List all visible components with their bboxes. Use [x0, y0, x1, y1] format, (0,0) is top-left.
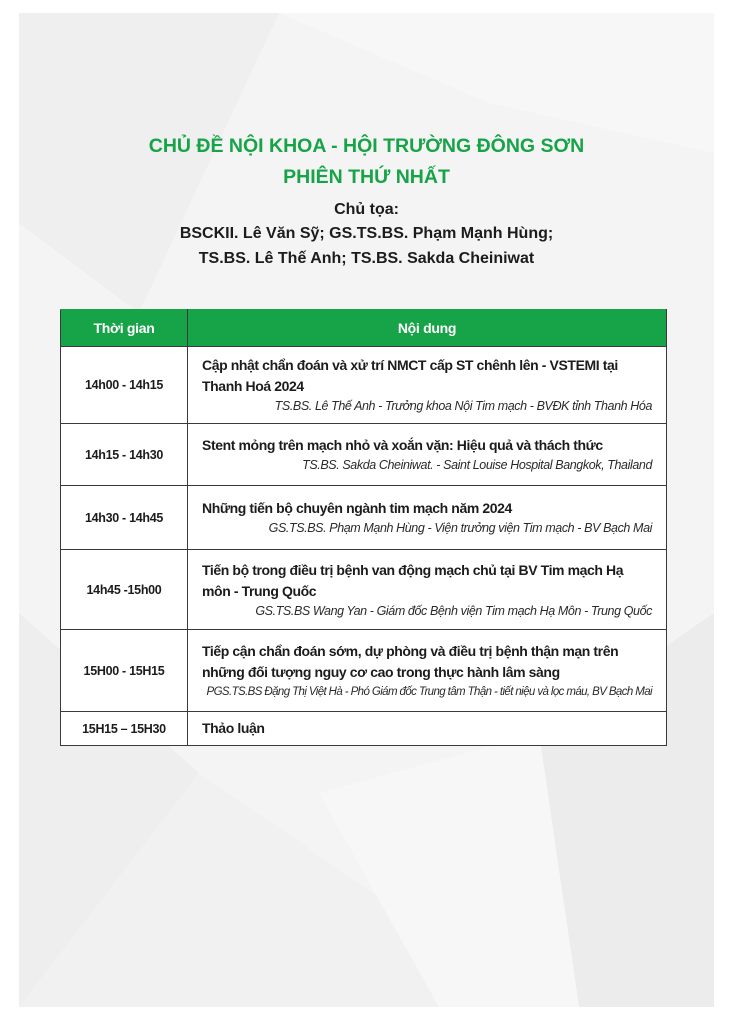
- session-title: CHỦ ĐỀ NỘI KHOA - HỘI TRƯỜNG ĐÔNG SƠN: [148, 135, 585, 157]
- talk-speaker: GS.TS.BS Wang Yan - Giám đốc Bệnh viện Tim mạch Hạ Môn - Trung Quốc: [255, 603, 652, 618]
- table-row: [61, 486, 667, 550]
- talk-speaker: TS.BS. Sakda Cheiniwat. - Saint Louise Hospital Bangkok, Thailand: [302, 458, 652, 472]
- table-row: [61, 550, 667, 630]
- talk-title: Tiếp cận chẩn đoán sớm, dự phòng và điều trị bệnh thận mạn trên những đối tượng nguy cơ cao trong thực hành lâm sàng: [202, 642, 619, 680]
- row-content: [188, 550, 667, 630]
- talk-speaker: TS.BS. Lê Thế Anh - Trưởng khoa Nội Tim mạch - BVĐK tỉnh Thanh Hóa: [274, 399, 652, 413]
- chair-names-line2: TS.BS. Lê Thế Anh; TS.BS. Sakda Cheiniwat: [198, 250, 535, 267]
- row-time: 14h00 - 14h15: [61, 347, 188, 424]
- row-time: 15H15 – 15H30: [61, 712, 188, 746]
- row-time: 15H00 - 15H15: [61, 630, 188, 712]
- row-content: [188, 486, 667, 550]
- chair-label: Chủ tọa:: [334, 201, 399, 218]
- schedule-table: [60, 309, 667, 746]
- row-content: [188, 712, 667, 746]
- program-page: [19, 13, 714, 1007]
- column-header-content: Nội dung: [188, 310, 667, 347]
- column-header-time: Thời gian: [61, 310, 188, 347]
- table-row: [61, 630, 667, 712]
- talk-speaker: PGS.TS.BS Đặng Thị Việt Hà - Phó Giám đốc Trung tâm Thận - tiết niệu và lọc máu, BV Bạch Mai: [206, 685, 652, 698]
- row-content: [188, 630, 667, 712]
- row-time: 14h45 -15h00: [61, 550, 188, 630]
- table-header-row: [61, 310, 667, 347]
- talk-title: Stent mỏng trên mạch nhỏ và xoắn vặn: Hiệu quả và thách thức: [202, 437, 603, 453]
- talk-title: Những tiến bộ chuyên ngành tim mạch năm 2024: [202, 500, 512, 516]
- talk-title: Tiến bộ trong điều trị bệnh van động mạch chủ tại BV Tim mạch Hạ môn - Trung Quốc: [202, 561, 624, 599]
- talk-speaker: GS.TS.BS. Phạm Mạnh Hùng - Viện trưởng viện Tim mạch - BV Bạch Mai: [268, 521, 652, 535]
- row-time: 14h30 - 14h45: [61, 486, 188, 550]
- chair-names-line1: BSCKII. Lê Văn Sỹ; GS.TS.BS. Phạm Mạnh Hùng;: [179, 225, 554, 242]
- table-row: [61, 424, 667, 486]
- talk-title: Thảo luận: [202, 720, 265, 736]
- row-content: [188, 424, 667, 486]
- row-time: 14h15 - 14h30: [61, 424, 188, 486]
- table-row: [61, 347, 667, 424]
- row-content: [188, 347, 667, 424]
- session-subtitle: PHIÊN THỨ NHẤT: [283, 166, 450, 188]
- table-row: [61, 712, 667, 746]
- talk-title: Cập nhật chẩn đoán và xử trí NMCT cấp ST chênh lên - VSTEMI tại Thanh Hoá 2024: [202, 357, 618, 394]
